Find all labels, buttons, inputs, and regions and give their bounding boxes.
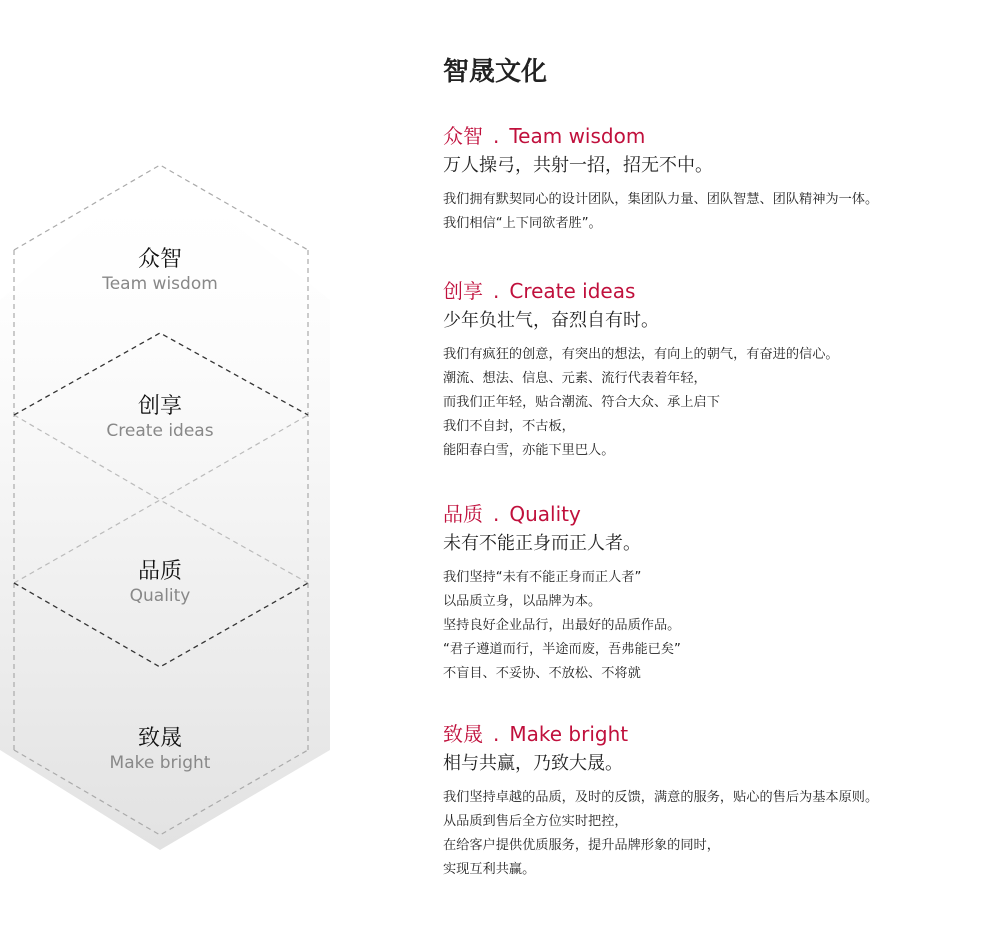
section-team-wisdom [443, 122, 988, 236]
content-column [443, 50, 988, 877]
diagram-node-en: Team wisdom [102, 274, 218, 294]
diagram-node-cn: 创享 [137, 394, 182, 419]
section-body [443, 566, 988, 686]
section-body [443, 343, 988, 463]
page-title: 智晟文化 [443, 57, 548, 87]
diagram-node-en: Make bright [109, 753, 211, 773]
section-heading [443, 122, 988, 150]
section-separator: . [493, 502, 500, 526]
diagram-node-en: Create ideas [106, 421, 214, 441]
body-line: 在给客户提供优质服务，提升品牌形象的同时， [443, 838, 720, 853]
diagram-node-quality [60, 558, 260, 606]
section-title-en: Create ideas [509, 279, 636, 303]
diagram-node-cn: 众智 [137, 247, 182, 272]
body-line: 能阳春白雪，亦能下里巴人。 [443, 443, 615, 458]
section-create-ideas [443, 277, 988, 463]
section-subtitle: 万人操弓，共射一招，招无不中。 [443, 155, 713, 176]
body-line: 而我们正年轻，贴合潮流、符合大众、承上启下 [443, 395, 720, 410]
body-line: 我们相信“上下同欲者胜”。 [443, 216, 602, 231]
body-line: 我们拥有默契同心的设计团队，集团队力量、团队智慧、团队精神为一体。 [443, 192, 879, 207]
body-line: 潮流、想法、信息、元素、流行代表着年轻， [443, 371, 707, 386]
section-heading [443, 277, 988, 305]
section-title-cn: 创享 [443, 279, 483, 303]
section-subtitle: 少年负壮气，奋烈自有时。 [443, 310, 659, 331]
section-heading [443, 720, 988, 748]
diagram-node-make-bright [60, 725, 260, 773]
body-line: 我们不自封，不古板， [443, 419, 575, 434]
section-title-cn: 品质 [443, 502, 483, 526]
section-separator: . [493, 124, 500, 148]
section-title-cn: 众智 [443, 124, 483, 148]
body-line: 以品质立身，以品牌为本。 [443, 594, 602, 609]
body-line: 我们坚持卓越的品质，及时的反馈，满意的服务，贴心的售后为基本原则。 [443, 790, 879, 805]
values-diagram [0, 150, 330, 850]
body-line: 我们有疯狂的创意，有突出的想法，有向上的朝气，有奋进的信心。 [443, 347, 839, 362]
section-subtitle: 相与共赢，乃致大晟。 [443, 753, 623, 774]
section-title-en: Team wisdom [509, 124, 646, 148]
diagram-node-team-wisdom [60, 246, 260, 294]
body-line: 从品质到售后全方位实时把控， [443, 814, 628, 829]
body-line: 不盲目、不妥协、不放松、不将就 [443, 666, 641, 681]
section-separator: . [493, 722, 500, 746]
body-line: “君子遵道而行，半途而废，吾弗能已矣” [443, 642, 681, 657]
body-line: 实现互利共赢。 [443, 862, 536, 877]
section-title-cn: 致晟 [443, 722, 483, 746]
section-subtitle: 未有不能正身而正人者。 [443, 533, 641, 554]
body-line: 我们坚持“未有不能正身而正人者” [443, 570, 642, 585]
diagram-node-create-ideas [60, 393, 260, 441]
body-line: 坚持良好企业品行，出最好的品质作品。 [443, 618, 681, 633]
section-body [443, 786, 988, 882]
section-make-bright [443, 720, 988, 882]
section-title-en: Quality [509, 502, 581, 526]
diagram-node-en: Quality [129, 586, 191, 606]
section-quality [443, 500, 988, 686]
section-title-en: Make bright [509, 722, 629, 746]
diagram-node-cn: 致晟 [137, 726, 182, 751]
section-body [443, 188, 988, 236]
diagram-node-cn: 品质 [137, 559, 182, 584]
section-heading [443, 500, 988, 528]
section-separator: . [493, 279, 500, 303]
